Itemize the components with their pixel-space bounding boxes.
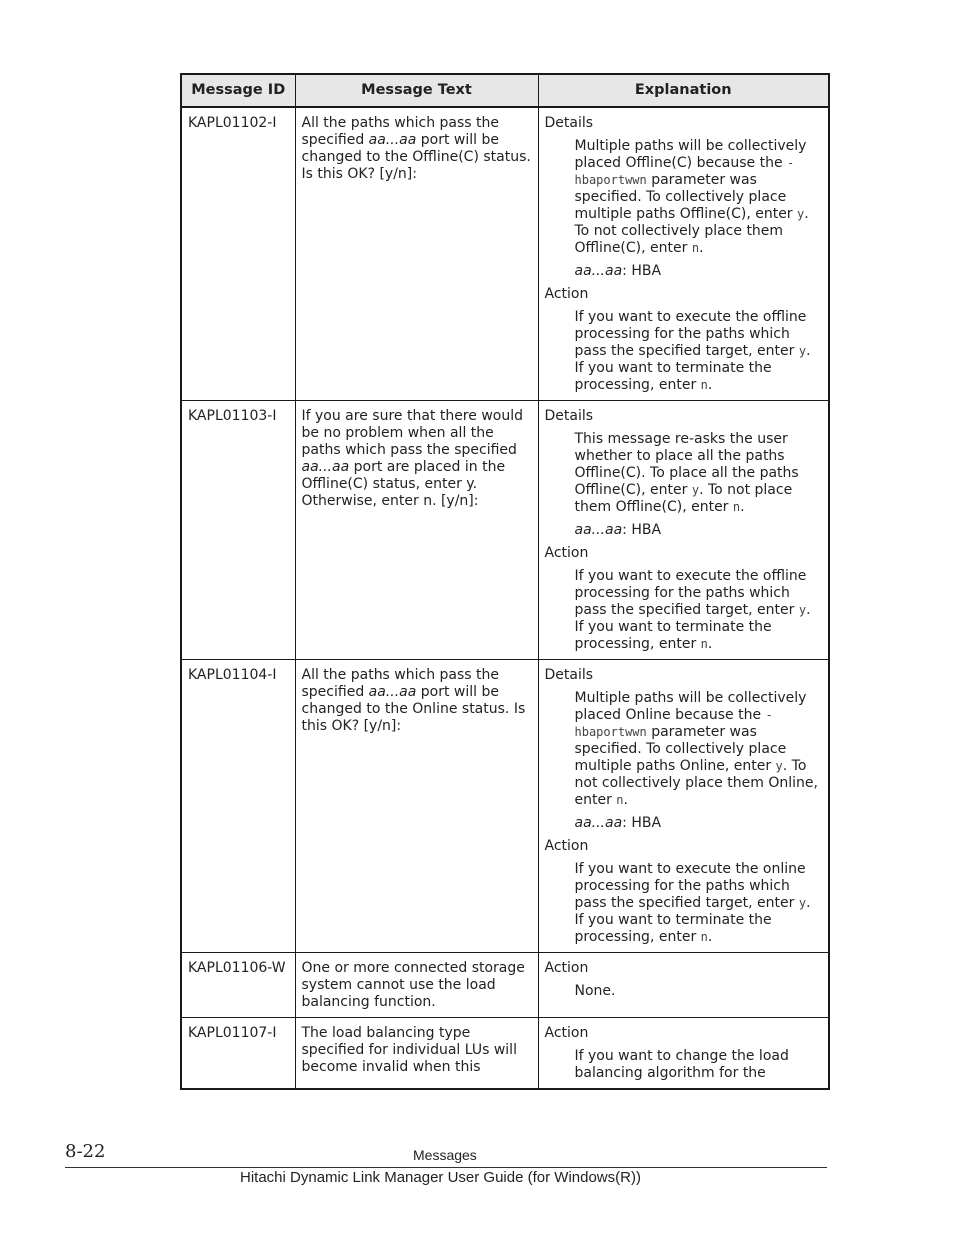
variable-desc: aa...aa: HBA xyxy=(574,263,662,279)
message-id: KAPL01106-W xyxy=(181,953,295,1018)
action-text: If you want to execute the online processing for the paths which pass the specified target, enter y. If you want to terminate the processing, enter n. xyxy=(574,861,811,945)
explanation xyxy=(538,107,829,401)
table-header-row xyxy=(181,74,829,107)
details-label: Details xyxy=(544,408,594,424)
explanation xyxy=(538,660,829,953)
header-message-text: Message Text xyxy=(295,74,538,107)
table-row xyxy=(181,1018,829,1090)
header-message-id: Message ID xyxy=(181,74,295,107)
action-label: Action xyxy=(544,545,589,561)
footer-divider xyxy=(65,1167,827,1168)
table-row xyxy=(181,401,829,660)
variable-desc: aa...aa: HBA xyxy=(574,815,662,831)
variable-desc: aa...aa: HBA xyxy=(574,522,662,538)
message-text: All the paths which pass the specified aa...aa port will be changed to the Offline(C) status. Is this OK? [y/n]: xyxy=(295,107,538,401)
message-text: The load balancing type specified for individual LUs will become invalid when this xyxy=(295,1018,538,1090)
explanation xyxy=(538,953,829,1018)
table-row xyxy=(181,107,829,401)
header-explanation: Explanation xyxy=(538,74,829,107)
action-label: Action xyxy=(544,1025,589,1041)
message-text: All the paths which pass the specified aa...aa port will be changed to the Online status. Is this OK? [y/n]: xyxy=(295,660,538,953)
details-text: Multiple paths will be collectively placed Online because the -hbaportwwn parameter was specified. To collectively place multiple paths Online, enter y. To not collectively place them Online, enter n. xyxy=(574,690,818,808)
details-text: Multiple paths will be collectively placed Offline(C) because the -hbaportwwn parameter was specified. To collectively place multiple paths Offline(C), enter y. To not collectively place them Offline(C), enter n. xyxy=(574,138,809,256)
footer-section-name: Messages xyxy=(413,1147,477,1163)
message-id: KAPL01102-I xyxy=(181,107,295,401)
action-text: If you want to execute the offline processing for the paths which pass the specified target, enter y. If you want to terminate the processing, enter n. xyxy=(574,309,811,393)
action-text: If you want to execute the offline processing for the paths which pass the specified target, enter y. If you want to terminate the processing, enter n. xyxy=(574,568,811,652)
action-text: None. xyxy=(574,983,616,999)
message-id: KAPL01107-I xyxy=(181,1018,295,1090)
action-text: If you want to change the load balancing algorithm for the xyxy=(574,1048,789,1081)
page-number: 8-22 xyxy=(65,1141,106,1162)
message-text: If you are sure that there would be no problem when all the paths which pass the specified aa...aa port are placed in the Offline(C) status, enter y. Otherwise, enter n. [y/n]: xyxy=(295,401,538,660)
message-text: One or more connected storage system cannot use the load balancing function. xyxy=(295,953,538,1018)
explanation xyxy=(538,401,829,660)
explanation xyxy=(538,1018,829,1090)
footer-document-title: Hitachi Dynamic Link Manager User Guide (for Windows(R)) xyxy=(240,1169,641,1186)
action-label: Action xyxy=(544,286,589,302)
details-text: This message re-asks the user whether to place all the paths Offline(C). To place all the paths Offline(C), enter y. To not place them Offline(C), enter n. xyxy=(574,431,799,515)
details-label: Details xyxy=(544,115,594,131)
details-label: Details xyxy=(544,667,594,683)
table-row xyxy=(181,660,829,953)
message-id: KAPL01104-I xyxy=(181,660,295,953)
action-label: Action xyxy=(544,960,589,976)
message-id: KAPL01103-I xyxy=(181,401,295,660)
action-label: Action xyxy=(544,838,589,854)
table-row xyxy=(181,953,829,1018)
message-table xyxy=(180,73,830,1090)
